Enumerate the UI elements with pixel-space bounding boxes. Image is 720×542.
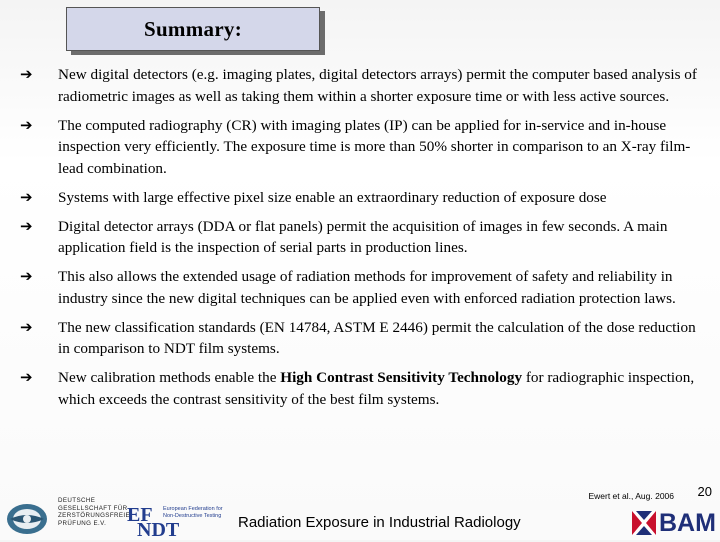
bullet-text-pre: New calibration methods enable the	[58, 369, 281, 386]
bullet-text-post: for radiographic inspection, which exceeds the contrast sensitivity of the best film systems.	[58, 369, 695, 408]
footer-reference: Ewert et al., Aug. 2006	[588, 491, 674, 501]
bullet-text-bold: High Contrast Sensitivity Technology	[280, 369, 523, 386]
dgzfp-logo-text	[58, 497, 130, 527]
bam-logo-text: BAM	[659, 509, 716, 537]
bullet-item	[20, 64, 706, 107]
arrow-right-icon: ➔	[20, 317, 33, 336]
arrow-right-icon: ➔	[20, 368, 33, 386]
bullet-text: Digital detector arrays (DDA or flat panels) permit the acquisition of images in few seconds. A main application field is the inspection of serial parts in production lines.	[58, 217, 668, 256]
bullet-text: Systems with large effective pixel size enable an extraordinary reduction of exposure dose	[58, 188, 607, 206]
efndt-logo-line: European Federation for	[163, 506, 223, 512]
efndt-logo-caption	[163, 506, 223, 519]
arrow-right-icon: ➔	[20, 216, 33, 235]
bullet-text: The new classification standards (EN 14784, ASTM E 2446) permit the calculation of the dose reduction in comparison to NDT film systems.	[58, 318, 696, 357]
efndt-logo	[127, 500, 247, 540]
arrow-right-icon: ➔	[20, 65, 33, 83]
efndt-logo-line: Non-Destructive Testing	[163, 512, 222, 519]
bullet-item	[20, 367, 706, 410]
bam-cross-icon	[632, 511, 656, 535]
bullet-item	[20, 317, 706, 360]
arrow-right-icon: ➔	[20, 187, 33, 206]
bullet-item	[20, 216, 706, 259]
dgzfp-logo-line: PRÜFUNG E.V.	[58, 519, 107, 527]
dgzfp-logo-line: GESELLSCHAFT FÜR	[58, 504, 128, 512]
bullet-list	[20, 64, 706, 418]
bullet-text: New digital detectors (e.g. imaging plates, digital detectors arrays) permit the computer based analysis of radiometric images as well as taking them within a shorter exposure time or with less active sources.	[58, 66, 697, 105]
bullet-item	[20, 187, 706, 209]
dgzfp-logo-line: DEUTSCHE	[58, 497, 96, 504]
efndt-logo-ef: EF	[127, 504, 153, 526]
bullet-item	[20, 266, 706, 309]
footer-title: Radiation Exposure in Industrial Radiology	[238, 514, 521, 531]
bam-logo	[630, 510, 718, 536]
bullet-text: This also allows the extended usage of radiation methods for improvement of safety and reliability in industry since the new digital techniques can be applied even with enforced radiation protection laws.	[58, 268, 676, 307]
dgzfp-logo-line: ZERSTÖRUNGSFREIE	[58, 512, 131, 520]
slide-title-box	[66, 7, 320, 51]
arrow-right-icon: ➔	[20, 267, 33, 285]
page-number: 20	[697, 484, 712, 499]
slide-title: Summary:	[143, 16, 243, 41]
efndt-logo-ndt: NDT	[137, 519, 180, 541]
dgzfp-logo-icon	[4, 502, 50, 536]
bullet-text: The computed radiography (CR) with imaging plates (IP) can be applied for in-service and in-house inspection very efficiently. The exposure time is more than 50% shorter in comparison to an X-ray film-lead combination.	[58, 116, 691, 177]
arrow-right-icon: ➔	[20, 115, 33, 134]
bullet-item	[20, 115, 706, 180]
